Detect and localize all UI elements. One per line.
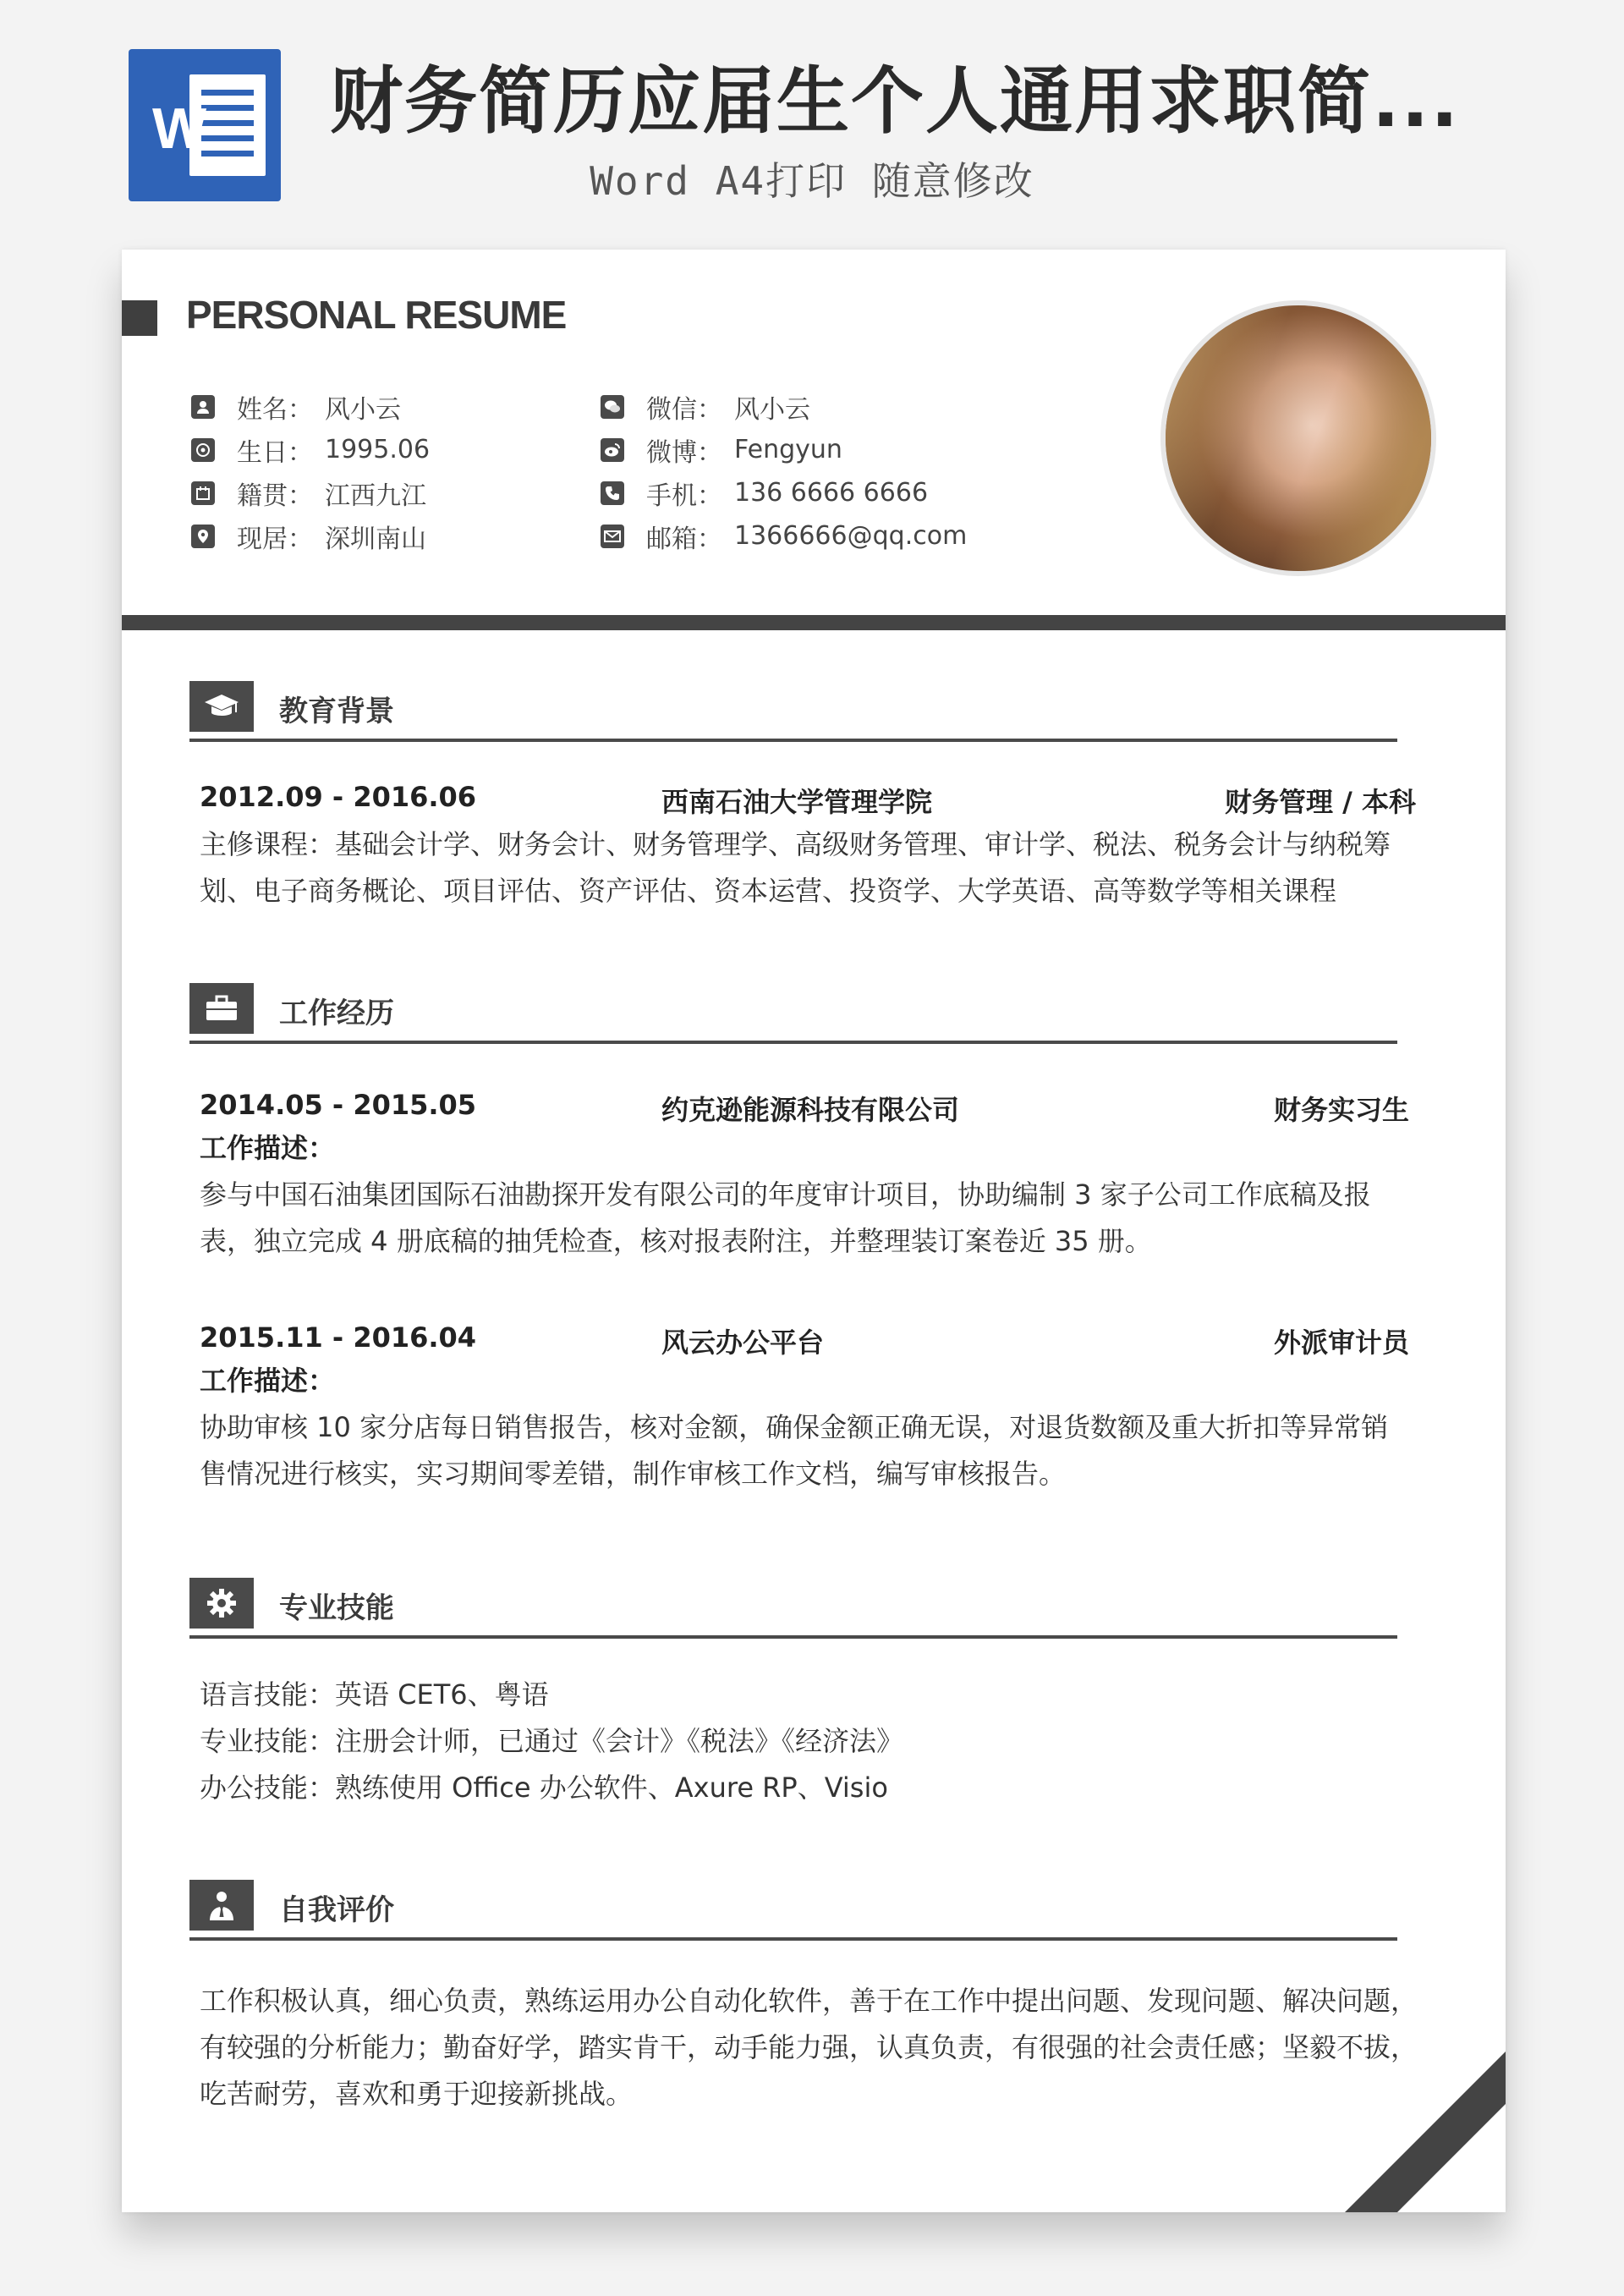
education-school: 西南石油大学管理学院 — [661, 786, 933, 818]
weibo-icon — [601, 438, 624, 462]
info-value-weibo: Fengyun — [734, 435, 842, 464]
info-label: 现居： — [237, 524, 313, 554]
info-row-phone — [601, 471, 967, 514]
heading-marker — [122, 300, 157, 336]
section-title: 自我评价 — [279, 1893, 394, 1927]
info-value-name: 风小云 — [325, 394, 401, 425]
section-rule — [189, 1041, 1397, 1044]
section-rule — [189, 739, 1397, 742]
section-skills — [189, 1578, 1397, 1637]
info-label: 姓名： — [237, 394, 313, 425]
section-title: 教育背景 — [279, 695, 394, 728]
job-desc-line: 表，独立完成 4 册底稿的抽凭检查，核对报表附注，并整理装订案卷近 35 册。 — [200, 1225, 1152, 1257]
skill-line: 专业技能：注册会计师，已通过《会计》《税法》《经济法》 — [200, 1725, 904, 1757]
briefcase-icon — [189, 983, 254, 1034]
document-subtitle: Word A4打印 随意修改 — [590, 158, 1034, 204]
info-value-phone: 136 6666 6666 — [734, 478, 929, 508]
info-label: 微信： — [646, 394, 722, 425]
skill-line: 办公技能：熟练使用 Office 办公软件、Axure RP、Visio — [200, 1771, 888, 1804]
job-entry — [200, 1089, 1409, 1128]
skills-list — [200, 1672, 1435, 1811]
resume-paper — [122, 250, 1506, 2212]
document-title: 财务简历应届生个人通用求职简... — [330, 59, 1461, 144]
info-row-weibo — [601, 428, 967, 471]
job-role: 外派审计员 — [1273, 1327, 1409, 1359]
info-label: 生日： — [237, 437, 313, 468]
section-self-eval — [189, 1880, 1397, 1939]
self-eval-line: 有较强的分析能力；勤奋好学，踏实肯干，动手能力强，认真负责，有很强的社会责任感；坚毅不拔， — [200, 2031, 1418, 2063]
info-right — [601, 385, 967, 558]
banner — [0, 0, 1624, 228]
birthday-icon — [191, 438, 215, 462]
job-desc-label: 工作描述： — [200, 1365, 336, 1397]
gear-icon — [189, 1578, 254, 1629]
calendar-icon — [191, 481, 215, 505]
word-logo-letter: W — [152, 96, 207, 161]
education-period: 2012.09 - 2016.06 — [200, 781, 477, 813]
job-period: 2015.11 - 2016.04 — [200, 1321, 477, 1354]
education-major: 财务管理 / 本科 — [1225, 786, 1416, 818]
info-value-residence: 深圳南山 — [325, 524, 426, 554]
info-left — [191, 385, 430, 558]
info-row-email — [601, 514, 967, 558]
self-eval-line: 工作积极认真，细心负责，熟练运用办公自动化软件，善于在工作中提出问题、发现问题、解决问题， — [200, 1985, 1418, 2017]
self-eval-text — [200, 1978, 1435, 2117]
wechat-icon — [601, 395, 624, 419]
job-company: 风云办公平台 — [661, 1327, 825, 1359]
job-description — [200, 1358, 1435, 1497]
header-divider — [122, 615, 1506, 630]
info-label: 微博： — [646, 437, 722, 468]
education-entry — [200, 781, 1416, 820]
section-education — [189, 681, 1397, 740]
corner-decoration — [1345, 2052, 1506, 2212]
job-desc-line: 参与中国石油集团国际石油勘探开发有限公司的年度审计项目，协助编制 3 家子公司工作底稿及报 — [200, 1178, 1371, 1211]
education-courses — [200, 821, 1435, 915]
info-value-birthday: 1995.06 — [325, 435, 431, 464]
self-eval-line: 吃苦耐劳，喜欢和勇于迎接新挑战。 — [200, 2078, 634, 2110]
section-work — [189, 983, 1397, 1042]
job-role: 财务实习生 — [1273, 1094, 1409, 1126]
section-rule — [189, 1635, 1397, 1639]
businessman-icon — [189, 1880, 254, 1931]
info-row-wechat — [601, 385, 967, 428]
courses-line: 划、电子商务概论、项目评估、资产评估、资本运营、投资学、大学英语、高等数学等相关课程 — [200, 875, 1337, 907]
info-row-name — [191, 385, 430, 428]
job-entry — [200, 1321, 1409, 1360]
skill-line: 语言技能：英语 CET6、粤语 — [200, 1678, 549, 1711]
job-company: 约克逊能源科技有限公司 — [661, 1094, 960, 1126]
info-label: 手机： — [646, 481, 722, 511]
info-label: 籍贯： — [237, 481, 313, 511]
person-icon — [191, 395, 215, 419]
info-value-hometown: 江西九江 — [325, 481, 426, 511]
phone-icon — [601, 481, 624, 505]
location-icon — [191, 525, 215, 548]
job-period: 2014.05 - 2015.05 — [200, 1089, 477, 1121]
section-rule — [189, 1937, 1397, 1941]
job-desc-line: 售情况进行核实，实习期间零差错，制作审核工作文档，编写审核报告。 — [200, 1458, 1067, 1490]
avatar — [1160, 300, 1436, 576]
mail-icon — [601, 525, 624, 548]
resume-heading: PERSONAL RESUME — [186, 293, 567, 337]
job-description — [200, 1125, 1435, 1265]
graduation-cap-icon — [189, 681, 254, 732]
info-value-email: 1366666@qq.com — [734, 521, 968, 551]
courses-line: 主修课程：基础会计学、财务会计、财务管理学、高级财务管理、审计学、税法、税务会计与纳税筹 — [200, 828, 1391, 860]
info-row-birthday — [191, 428, 430, 471]
job-desc-line: 协助审核 10 家分店每日销售报告，核对金额，确保金额正确无误，对退货数额及重大折扣等异常销 — [200, 1411, 1389, 1443]
section-title: 工作经历 — [279, 997, 394, 1030]
section-title: 专业技能 — [279, 1591, 394, 1625]
job-desc-label: 工作描述： — [200, 1132, 336, 1164]
info-row-hometown — [191, 471, 430, 514]
info-value-wechat: 风小云 — [734, 394, 810, 425]
info-row-residence — [191, 514, 430, 558]
info-label: 邮箱： — [646, 524, 722, 554]
